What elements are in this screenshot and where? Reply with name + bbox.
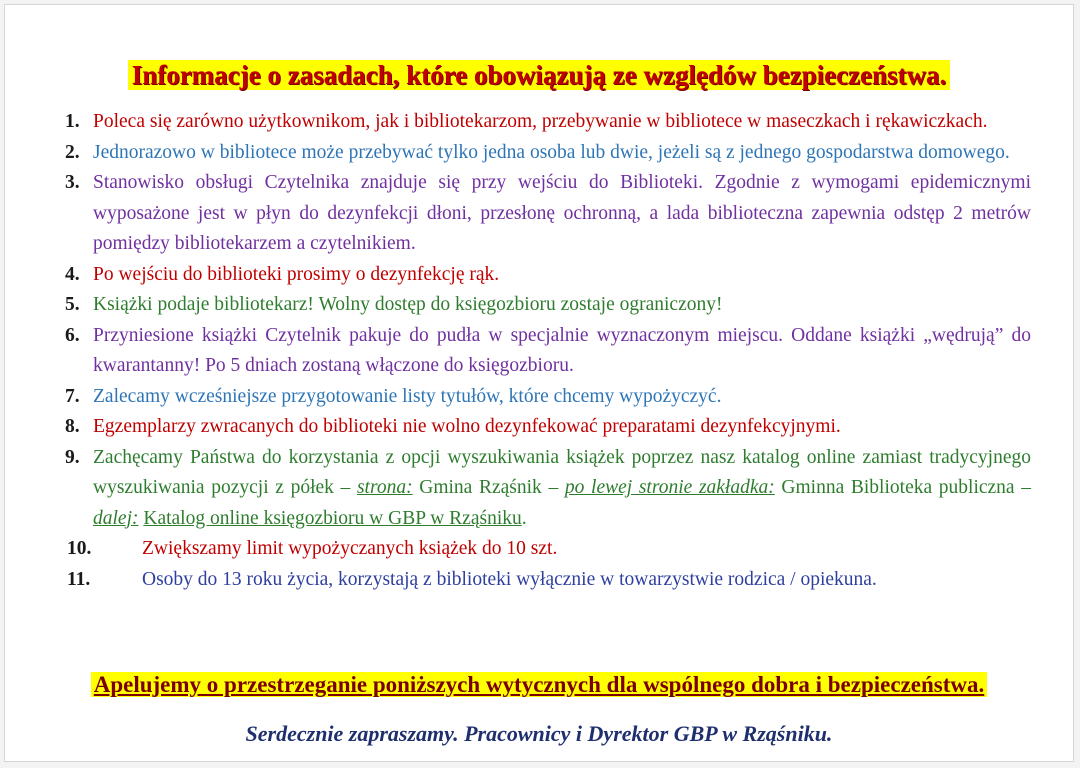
item-text: Przyniesione książki Czytelnik pakuje do pudła w specjalnie wyznaczonym miejscu. Oddane książki „wędrują” do kwarantanny! Po 5 dniach zostaną włączone do księgozbioru. xyxy=(93,324,1031,376)
list-item xyxy=(67,290,1031,321)
item-text: Poleca się zarówno użytkownikom, jak i bibliotekarzom, przebywanie w bibliotece w maseczkach i rękawiczkach. xyxy=(93,111,988,132)
document-page xyxy=(4,4,1074,762)
appeal-banner xyxy=(5,669,1073,701)
item-number: 8. xyxy=(65,416,80,437)
period-text: . xyxy=(521,507,527,529)
list-item xyxy=(67,321,1031,382)
list-item xyxy=(67,168,1031,260)
item-text xyxy=(67,443,1031,535)
strona-label: strona: xyxy=(356,477,413,498)
gmina-text: Gmina Rząśnik – xyxy=(412,477,565,498)
list-item xyxy=(67,534,1031,565)
page-title xyxy=(5,57,1073,93)
item-number: 9. xyxy=(65,446,80,468)
rules-list xyxy=(67,107,1031,595)
appeal-text: Apelujemy o przestrzeganie poniższych wytycznych dla wspólnego dobra i bezpieczeństwa. xyxy=(91,672,988,697)
item-text: Jednorazowo w bibliotece może przebywać tylko jedna osoba lub dwie, jeżeli są z jednego gospodarstwa domowego. xyxy=(93,141,1010,163)
item-number: 10. xyxy=(67,538,92,559)
list-item xyxy=(67,107,1031,138)
list-item xyxy=(67,382,1031,413)
list-item xyxy=(67,260,1031,291)
list-item xyxy=(67,443,1031,535)
list-item xyxy=(67,412,1031,443)
item-text: Osoby do 13 roku życia, korzystają z biblioteki wyłącznie w towarzystwie rodzica / opiekuna. xyxy=(142,568,877,590)
title-text: Informacje o zasadach, które obowiązują ze względów bezpieczeństwa. xyxy=(128,60,951,90)
item-text: Po wejściu do biblioteki prosimy o dezynfekcję rąk. xyxy=(93,263,500,285)
item-text: Zalecamy wcześniejsze przygotowanie listy tytułów, które chcemy wypożyczyć. xyxy=(93,385,722,407)
online-catalog-link[interactable]: Katalog online księgozbioru w GBP w Rząśniku xyxy=(143,507,522,529)
dalej-label: dalej: xyxy=(93,507,139,529)
item-number: 5. xyxy=(65,294,80,315)
list-item xyxy=(67,138,1031,169)
item-number: 1. xyxy=(65,111,80,132)
item-number: 11. xyxy=(67,568,91,590)
left-side-tab-label: po lewej stronie zakładka: xyxy=(564,477,775,498)
item-text: Książki podaje bibliotekarz! Wolny dostęp do księgozbioru zostaje ograniczony! xyxy=(93,294,723,315)
library-name-text: Gminna Biblioteka publiczna – xyxy=(774,477,1031,498)
item-text: Zwiększamy limit wypożyczanych książek do 10 szt. xyxy=(142,538,558,559)
item-number: 4. xyxy=(65,263,80,285)
list-item xyxy=(67,565,1031,596)
item-number: 3. xyxy=(65,172,80,193)
item-text: Stanowisko obsługi Czytelnika znajduje się przy wejściu do Biblioteki. Zgodnie z wymogami epidemicznymi wyposażone jest w płyn do dezynfekcji dłoni, przesłonę ochronną, a lada biblioteczna zapewnia odstęp 2 metrów pomiędzy bibliotekarzem a czytelnikiem. xyxy=(93,172,1031,254)
item-number: 2. xyxy=(65,141,80,163)
item-text: Egzemplarzy zwracanych do biblioteki nie wolno dezynfekować preparatami dezynfekcyjnymi. xyxy=(93,416,841,437)
item-number: 6. xyxy=(65,324,80,346)
closing-signature: Serdecznie zapraszamy. Pracownicy i Dyrektor GBP w Rząśniku. xyxy=(245,721,833,746)
catalog-intro-text: Zachęcamy Państwa do korzystania z opcji wyszukiwania książek poprzez nasz katalog online zamiast tradycyjnego wyszukiwania pozycji z półek – xyxy=(93,446,1031,498)
item-number: 7. xyxy=(65,385,80,407)
